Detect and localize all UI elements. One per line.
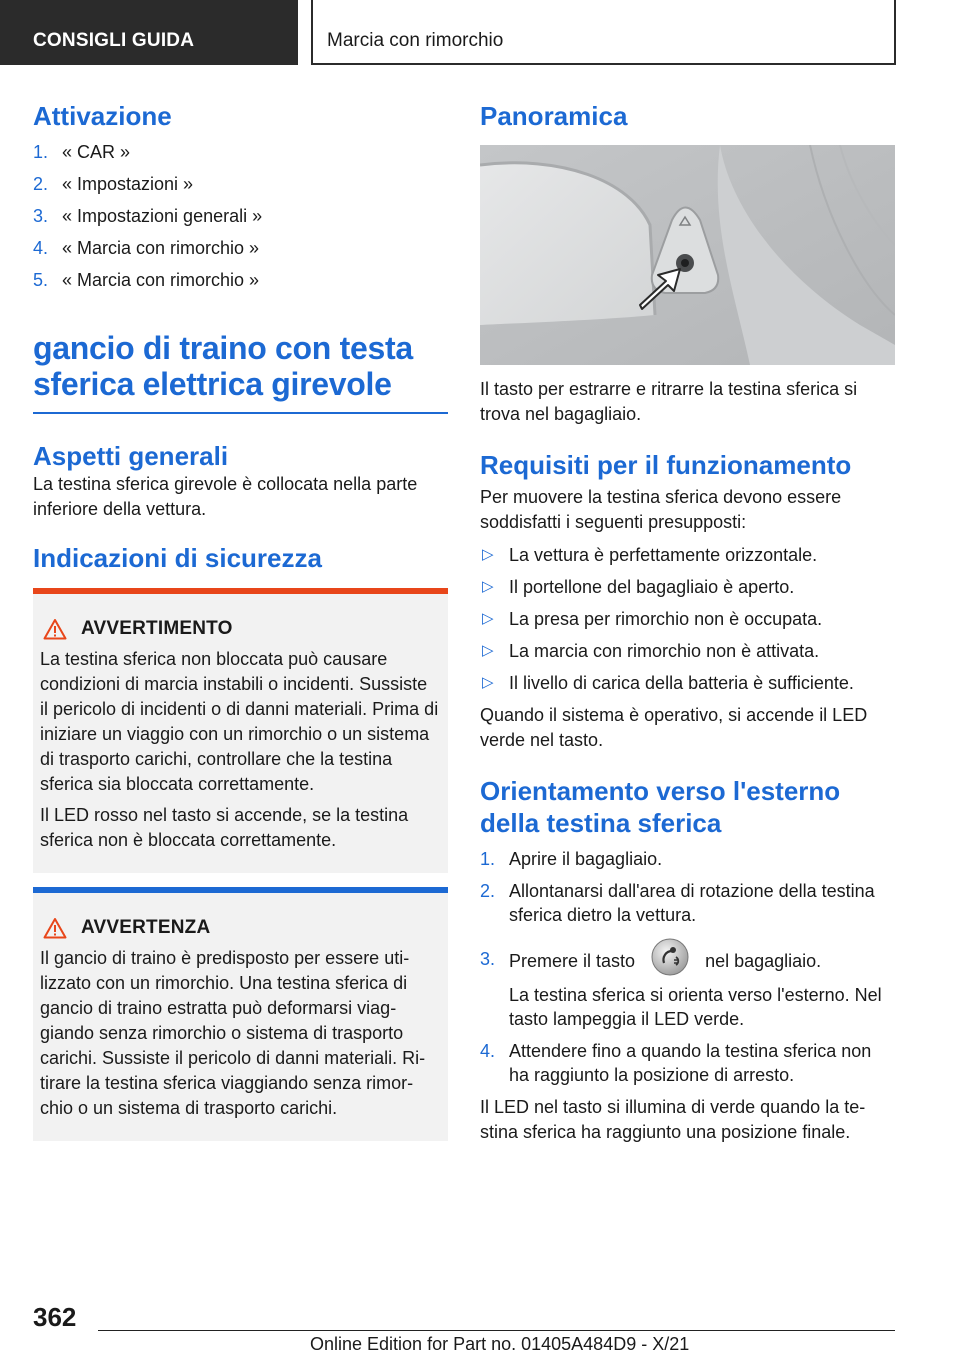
requisiti-list <box>480 543 895 695</box>
warning-text: La testina sferica non bloccata può causare condizioni di marcia instabili o incidenti. Sussiste il pericolo di incidenti o di danni materiali. Prima di iniziare un viaggio con un rimorchio o un sistema di trasporto carichi, controllare che la testina sferica sia bloccata correttamente. <box>40 649 439 794</box>
bullet-triangle-icon: ▷ <box>482 578 494 595</box>
list-item: 2. « Impostazioni » <box>33 174 194 194</box>
panoramica-caption: Il tasto per estrarre e ritrarre la testina sferica si trova nel bagagliaio. <box>480 379 858 424</box>
list-item: ▷ Il portellone del bagagliaio è aperto. <box>482 577 795 597</box>
requisiti-intro: Per muovere la testina sferica devono essere soddisfatti i seguenti presupposti: <box>480 487 842 532</box>
warning-label: AVVERTIMENTO <box>81 618 233 639</box>
title-underline <box>33 412 448 414</box>
warning-text: Il LED rosso nel tasto si accende, se la testina sferica non è bloccata correttamente. <box>40 805 409 850</box>
list-item: 3. Premere il tasto nel bagagliaio. <box>480 947 895 977</box>
list-item: 1. Aprire il bagagliaio. <box>480 849 663 869</box>
list-item: 4. Attendere fino a quando la testina sferica non ha raggiunto la posizione di arresto. <box>480 1041 872 1085</box>
warning-triangle-icon <box>43 917 67 939</box>
left-column <box>33 100 448 1141</box>
attivazione-steps <box>33 140 448 292</box>
notice-text: Il gancio di traino è predisposto per essere utilizzato con un rimorchio. Una testina sferica di gancio di traino estratta può deformarsi viaggiando senza rimorchio o sistema di trasporto carichi. Sussiste il pericolo di danni materiali. Ritirare la testina sferica viaggiando senza rimorchio o un sistema di trasporto carichi. <box>40 948 426 1118</box>
list-item: 4. « Marcia con rimorchio » <box>33 238 260 258</box>
page-number: 362 <box>33 1302 77 1332</box>
panoramica-heading: Panoramica <box>480 101 628 131</box>
aspetti-heading: Aspetti generali <box>33 441 229 471</box>
list-item: ▷ La vettura è perfettamente orizzontale. <box>482 545 818 565</box>
list-item: 5. « Marcia con rimorchio » <box>33 270 260 290</box>
bullet-triangle-icon: ▷ <box>482 642 494 659</box>
warning-box-1 <box>33 588 448 873</box>
main-section-title: gancio di traino con testa sferica elettrica girevole <box>33 330 413 402</box>
list-item: ▷ La presa per rimorchio non è occupata. <box>482 609 823 629</box>
requisiti-outro: Quando il sistema è operativo, si accende il LED verde nel tasto. <box>480 705 868 750</box>
warning-triangle-icon <box>43 618 67 640</box>
section-tab: CONSIGLI GUIDA <box>0 0 298 65</box>
orientamento-heading: Orientamento verso l'esterno della testina sferica <box>480 776 841 838</box>
list-item: 2. Allontanarsi dall'area di rotazione della testina sferica dietro la vettura. <box>480 881 875 925</box>
footer-edition: Online Edition for Part no. 01405A484D9 - X/21 <box>310 1334 690 1354</box>
right-column <box>480 100 895 1145</box>
trunk-button-photo <box>480 145 895 365</box>
bullet-triangle-icon: ▷ <box>482 610 494 627</box>
bullet-triangle-icon: ▷ <box>482 674 494 691</box>
notice-label: AVVERTENZA <box>81 917 211 938</box>
orientamento-outro: Il LED nel tasto si illumina di verde quando la testina sferica ha raggiunto una posizione finale. <box>480 1097 866 1142</box>
list-item: ▷ Il livello di carica della batteria è sufficiente. <box>482 673 854 693</box>
list-item: La testina sferica si orienta verso l'esterno. Nel tasto lampeggia il LED verde. <box>509 985 882 1029</box>
bullet-triangle-icon: ▷ <box>482 546 494 563</box>
chapter-title: Marcia con rimorchio <box>311 0 896 65</box>
sicurezza-heading: Indicazioni di sicurezza <box>33 543 322 573</box>
orientamento-steps <box>480 847 895 1087</box>
aspetti-text: La testina sferica girevole è collocata nella parte inferiore della vettura. <box>33 474 418 519</box>
list-item: 1. « CAR » <box>33 142 131 162</box>
requisiti-heading: Requisiti per il funzionamento <box>480 450 852 480</box>
attivazione-heading: Attivazione <box>33 101 172 131</box>
notice-box <box>33 887 448 1141</box>
ball-head-button-icon <box>650 937 690 977</box>
list-item: 3. « Impostazioni generali » <box>33 206 263 226</box>
list-item: ▷ La marcia con rimorchio non è attivata. <box>482 641 820 661</box>
footer-rule <box>98 1330 895 1331</box>
